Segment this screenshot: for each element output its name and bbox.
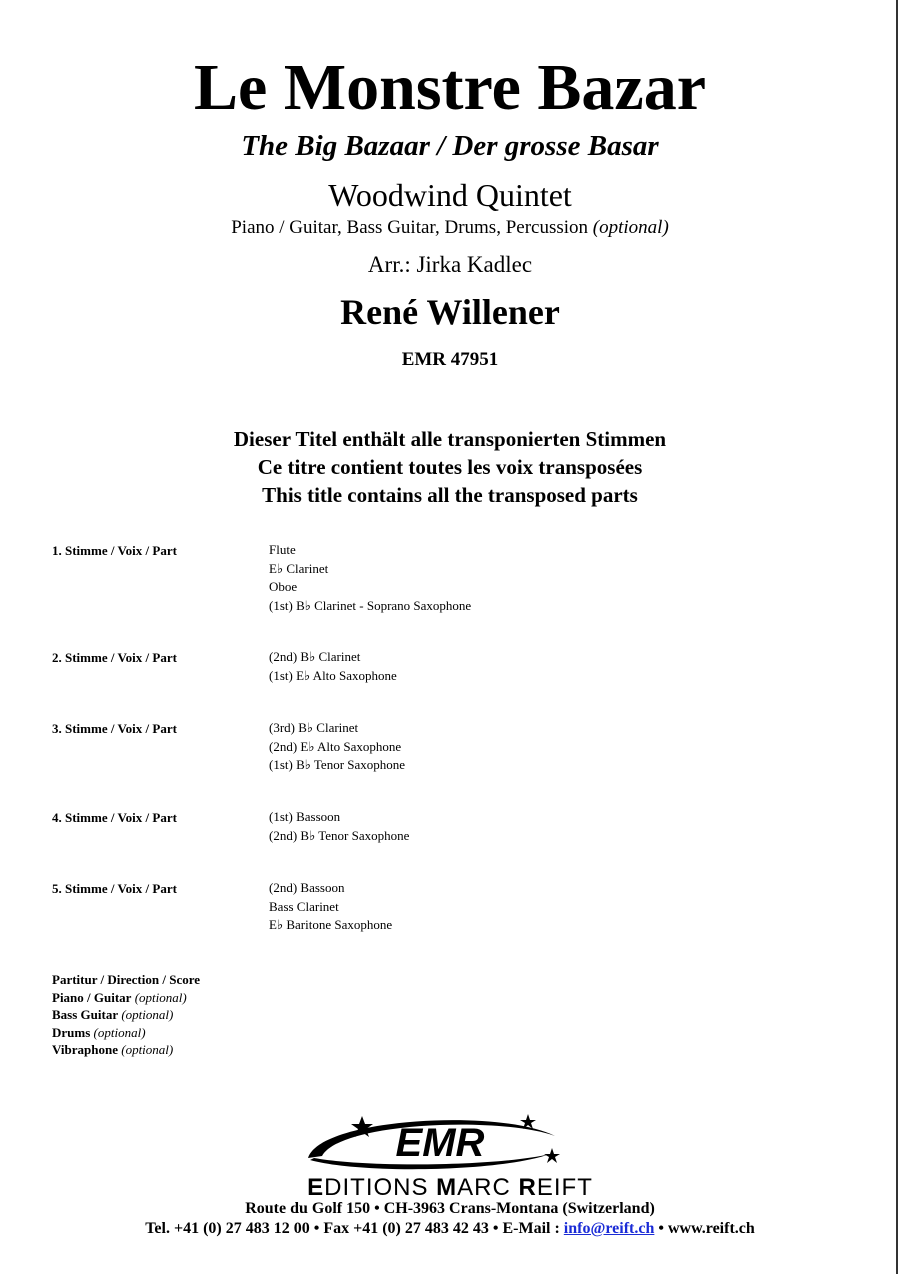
email-link[interactable]: info@reift.ch xyxy=(563,1220,655,1237)
part-instrument: (1st) B♭ Clarinet - Soprano Saxophone xyxy=(269,597,472,613)
part-instrument: (1st) E♭ Alto Saxophone xyxy=(269,667,397,683)
part-instrument: Oboe xyxy=(269,579,298,594)
extra-item: Partitur / Direction / Score xyxy=(52,972,201,987)
instruments-optional-note: (optional) xyxy=(592,217,669,238)
part-4-label: 4. Stimme / Voix / Part xyxy=(52,810,177,825)
part-instrument: Flute xyxy=(269,542,296,557)
arranger-credit: Arr.: Jirka Kadlec xyxy=(367,252,533,277)
publisher-name: EDITIONS MARC REIFT xyxy=(307,1174,593,1201)
part-3-label: 3. Stimme / Voix / Part xyxy=(52,721,177,736)
composer-name: René Willener xyxy=(340,292,560,332)
extra-item: Bass Guitar (optional) xyxy=(52,1007,174,1022)
part-instrument: (2nd) E♭ Alto Saxophone xyxy=(269,738,402,754)
emr-logo xyxy=(300,1108,570,1180)
extra-item: Piano / Guitar (optional) xyxy=(52,989,187,1005)
instruments-main: Piano / Guitar, Bass Guitar, Drums, Percussion xyxy=(231,217,589,238)
part-5-label: 5. Stimme / Voix / Part xyxy=(52,881,177,896)
catalog-number: EMR 47951 xyxy=(401,349,499,370)
part-instrument: (2nd) Bassoon xyxy=(269,880,345,895)
extra-parts-list xyxy=(52,971,200,1059)
part-instrument: E♭ Baritone Saxophone xyxy=(269,917,393,932)
part-instrument: (2nd) B♭ Tenor Saxophone xyxy=(269,827,410,843)
part-5-instruments xyxy=(269,879,392,935)
notice-french: Ce titre contient toutes les voix transposées xyxy=(257,455,643,479)
part-1-label: 1. Stimme / Voix / Part xyxy=(52,543,177,558)
publisher-contact: Tel. +41 (0) 27 483 12 00 • Fax +41 (0) 27 483 42 43 • E-Mail : info@reift.ch • www.reift.ch xyxy=(145,1220,755,1237)
part-instrument: Bass Clarinet xyxy=(269,898,339,914)
part-instrument: (1st) Bassoon xyxy=(269,809,341,824)
notice-german: Dieser Titel enthält alle transponierten Stimmen xyxy=(233,427,667,451)
part-instrument: E♭ Clarinet xyxy=(269,560,329,576)
part-instrument: (2nd) B♭ Clarinet xyxy=(269,649,361,664)
part-instrument: (1st) B♭ Tenor Saxophone xyxy=(269,757,406,772)
part-2-instruments xyxy=(269,648,397,685)
part-2-label: 2. Stimme / Voix / Part xyxy=(52,650,177,665)
extra-item: Vibraphone (optional) xyxy=(52,1042,174,1057)
part-instrument: (3rd) B♭ Clarinet xyxy=(269,720,359,735)
part-4-instruments xyxy=(269,808,409,845)
piece-title: Le Monstre Bazar xyxy=(194,51,706,124)
part-3-instruments xyxy=(269,719,405,775)
piece-subtitle: The Big Bazaar / Der grosse Basar xyxy=(241,130,659,162)
ensemble-label: Woodwind Quintet xyxy=(328,177,572,213)
part-1-instruments xyxy=(269,541,471,615)
optional-instruments xyxy=(0,216,900,240)
extra-item: Drums (optional) xyxy=(52,1024,146,1040)
logo-star xyxy=(544,1148,560,1163)
logo-text: EMR xyxy=(395,1121,485,1165)
notice-english: This title contains all the transposed parts xyxy=(262,483,638,507)
publisher-address: Route du Golf 150 • CH-3963 Crans-Montana (Switzerland) xyxy=(245,1200,655,1217)
